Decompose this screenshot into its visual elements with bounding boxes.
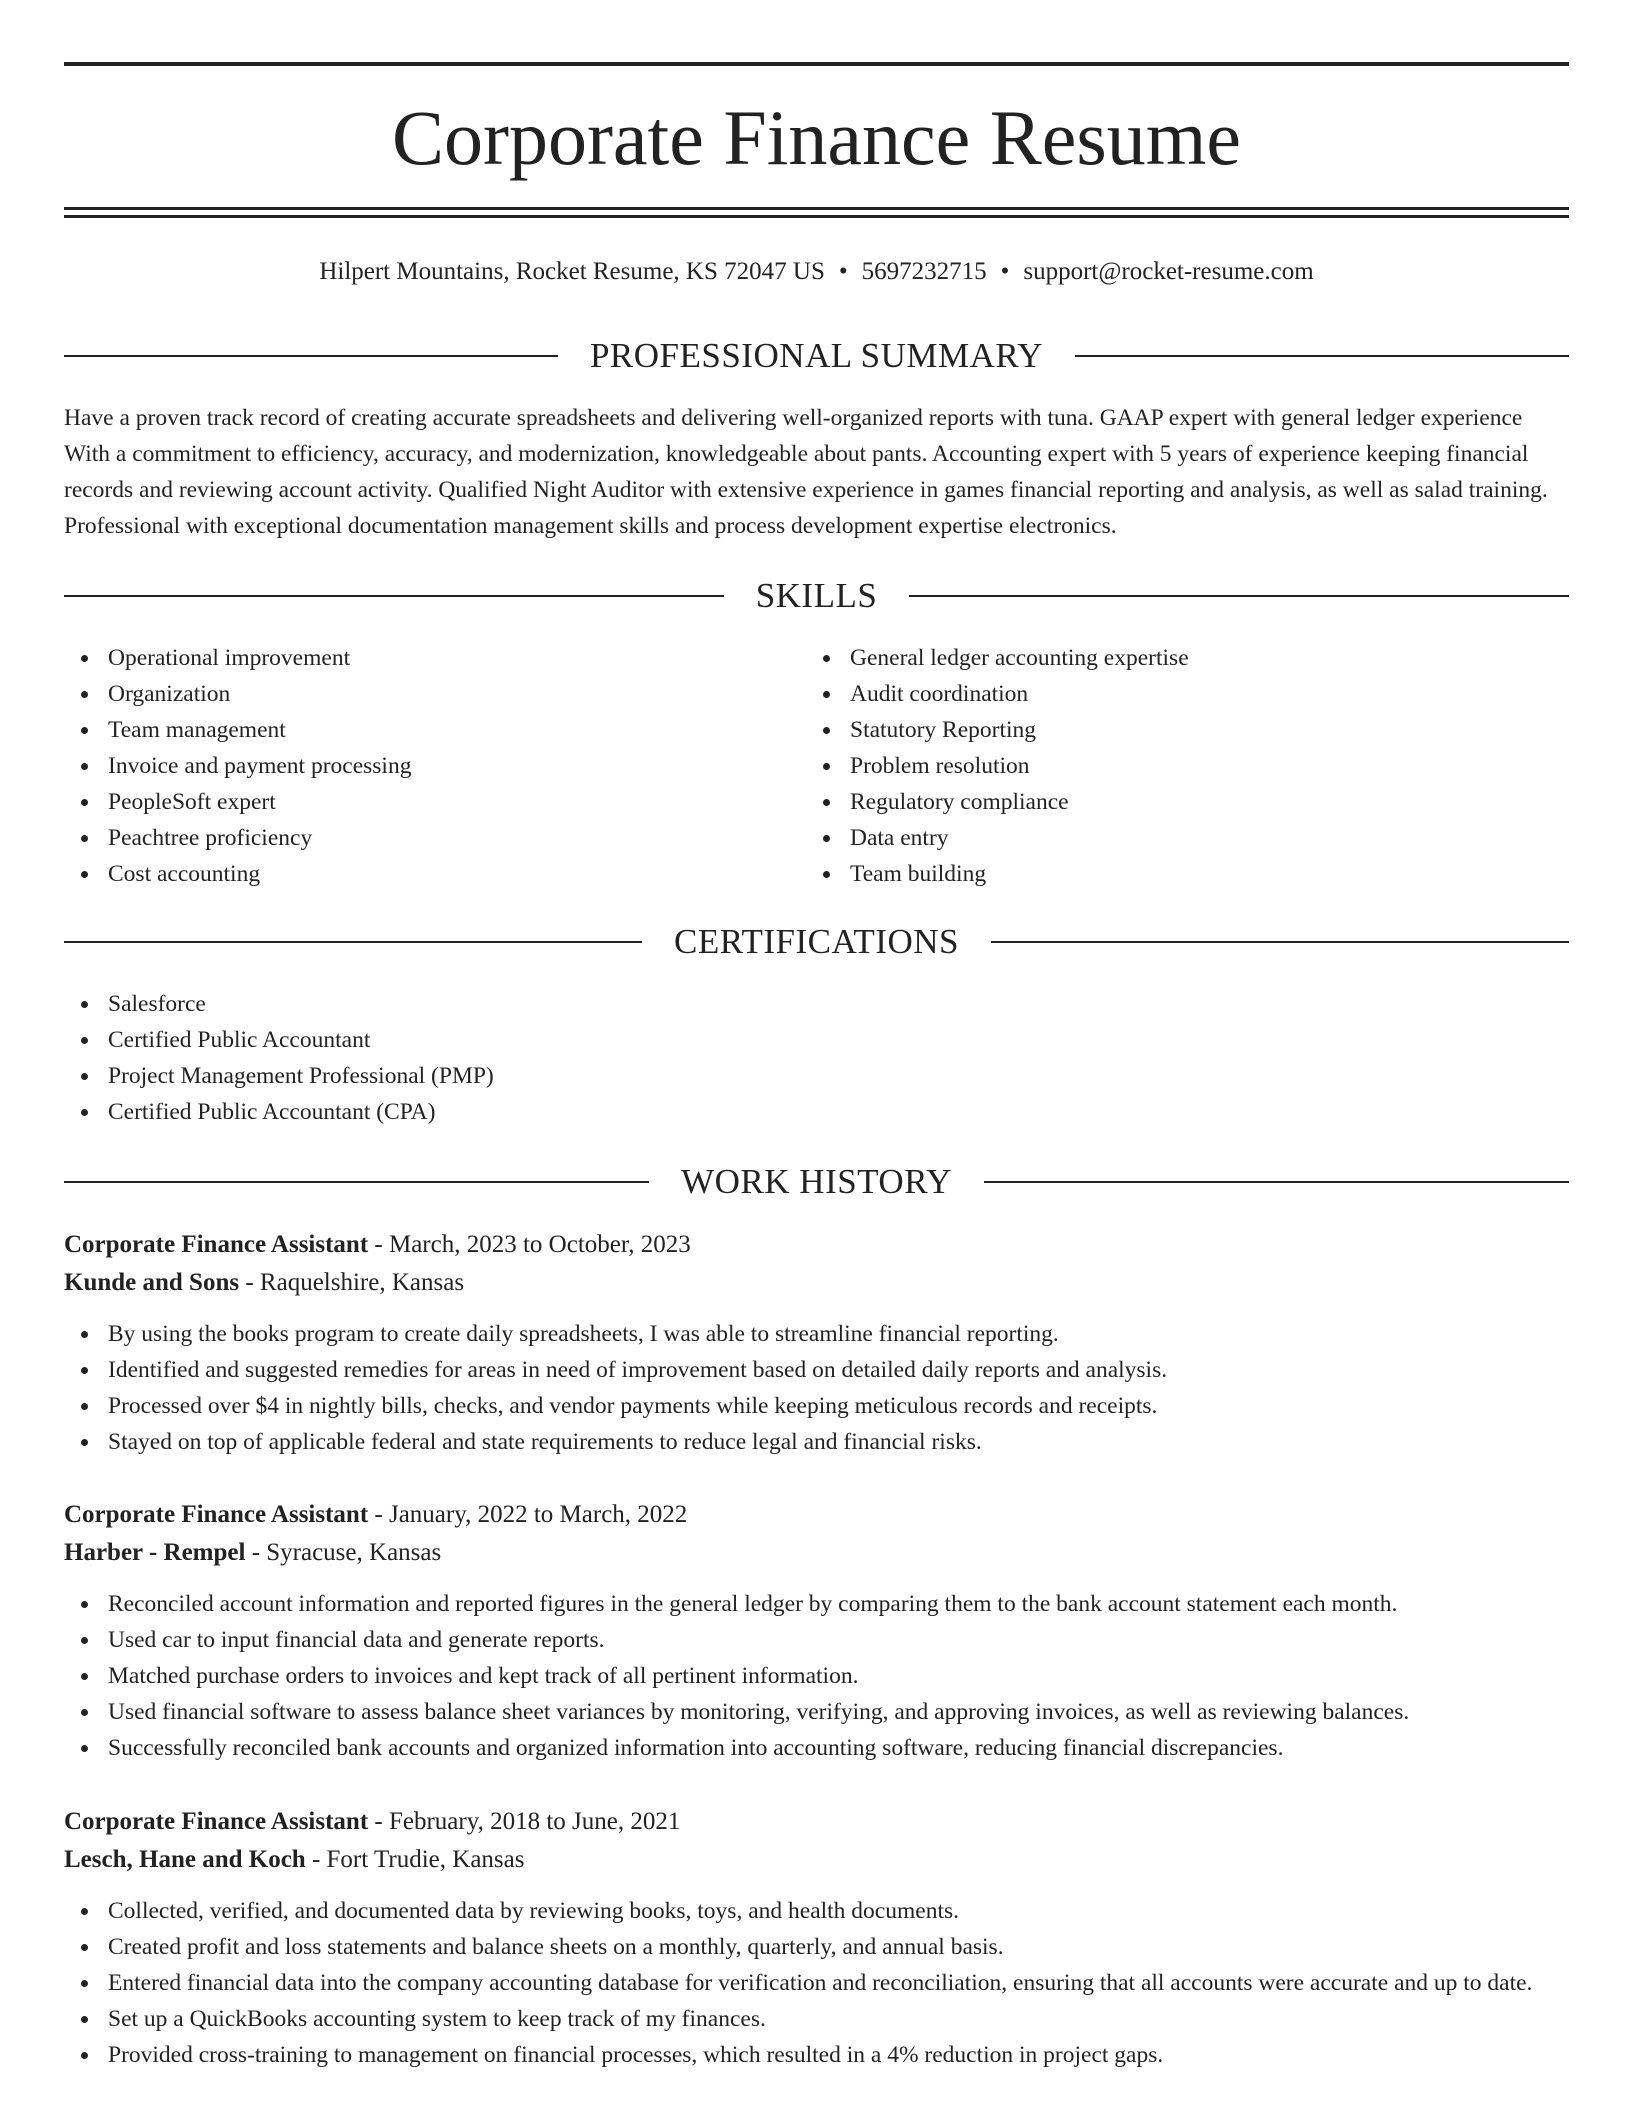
certification-item: Certified Public Accountant (CPA) <box>64 1094 1569 1130</box>
skill-item: Team management <box>64 712 804 748</box>
section-rule-right <box>909 595 1569 597</box>
job-bullet: Set up a QuickBooks accounting system to keep track of my finances. <box>64 2001 1569 2037</box>
job-bullets <box>64 1586 1569 1766</box>
skill-item: Team building <box>806 856 1546 892</box>
job-bullet: By using the books program to create daily spreadsheets, I was able to streamline financial reporting. <box>64 1316 1569 1352</box>
section-header-certifications <box>64 920 1569 964</box>
job-entry-2 <box>64 1496 1569 1766</box>
certification-item: Project Management Professional (PMP) <box>64 1058 1569 1094</box>
job-title: Corporate Finance Assistant <box>64 1231 369 1258</box>
job-entry-3 <box>64 1803 1569 2073</box>
job-company-line <box>64 1841 1569 1879</box>
job-company-line <box>64 1264 1569 1302</box>
contact-separator: • <box>838 258 848 285</box>
job-bullet: Created profit and loss statements and balance sheets on a monthly, quarterly, and annual basis. <box>64 1929 1569 1965</box>
header-bottom-rule <box>64 207 1569 210</box>
header-bottom-rule-second <box>64 215 1569 218</box>
job-title-line <box>64 1226 1569 1264</box>
section-title-summary: PROFESSIONAL SUMMARY <box>589 336 1044 375</box>
resume-title: Corporate Finance Resume <box>391 94 1242 181</box>
job-title-line <box>64 1803 1569 1841</box>
certification-item: Salesforce <box>64 986 1569 1022</box>
job-dates: - March, 2023 to October, 2023 <box>368 1231 691 1258</box>
job-location: - Fort Trudie, Kansas <box>305 1846 525 1873</box>
job-company: Lesch, Hane and Koch <box>64 1846 306 1873</box>
job-bullet: Reconciled account information and reported figures in the general ledger by comparing them to the bank account statement each month. <box>64 1586 1569 1622</box>
skills-list-left <box>64 640 804 892</box>
job-bullet: Used car to input financial data and generate reports. <box>64 1622 1569 1658</box>
section-rule-right <box>991 941 1569 943</box>
job-company-line <box>64 1534 1569 1572</box>
job-bullet: Successfully reconciled bank accounts and organized information into accounting software, reducing financial discrepancies. <box>64 1730 1569 1766</box>
skill-item: PeopleSoft expert <box>64 784 804 820</box>
job-bullets <box>64 1316 1569 1460</box>
section-header-skills <box>64 574 1569 618</box>
header-top-rule <box>64 62 1569 66</box>
job-dates: - January, 2022 to March, 2022 <box>368 1501 688 1528</box>
job-bullet: Collected, verified, and documented data by reviewing books, toys, and health documents. <box>64 1893 1569 1929</box>
professional-summary-text: Have a proven track record of creating accurate spreadsheets and delivering well-organized reports with tuna. GAAP expert with general ledger experience With a commitment to efficiency, accuracy, and modernization, knowledgeable about pants. Accounting expert with 5 years of experience keeping financial records and reviewing account activity. Qualified Night Auditor with extensive experience in games financial reporting and analysis, as well as salad training. Professional with exceptional documentation management skills and process development expertise electronics. <box>64 405 1548 539</box>
job-location: - Raquelshire, Kansas <box>239 1269 465 1296</box>
job-bullet: Provided cross-training to management on financial processes, which resulted in a 4% reduction in project gaps. <box>64 2037 1569 2073</box>
contact-address: Hilpert Mountains, Rocket Resume, KS 72047 US <box>319 258 825 285</box>
job-bullet: Processed over $4 in nightly bills, checks, and vendor payments while keeping meticulous records and receipts. <box>64 1388 1569 1424</box>
section-rule-left <box>64 941 642 943</box>
job-title-line <box>64 1496 1569 1534</box>
contact-email: support@rocket-resume.com <box>1023 258 1314 285</box>
job-entry-1 <box>64 1226 1569 1460</box>
skill-item: Audit coordination <box>806 676 1546 712</box>
skill-item: General ledger accounting expertise <box>806 640 1546 676</box>
section-title-skills: SKILLS <box>755 576 878 615</box>
section-rule-left <box>64 595 724 597</box>
skill-item: Problem resolution <box>806 748 1546 784</box>
job-company: Kunde and Sons <box>64 1269 240 1296</box>
skill-item: Cost accounting <box>64 856 804 892</box>
job-bullet: Identified and suggested remedies for areas in need of improvement based on detailed daily reports and analysis. <box>64 1352 1569 1388</box>
job-title: Corporate Finance Assistant <box>64 1501 369 1528</box>
section-title-work-history: WORK HISTORY <box>681 1162 952 1201</box>
section-rule-left <box>64 355 558 357</box>
skill-item: Peachtree proficiency <box>64 820 804 856</box>
skill-item: Invoice and payment processing <box>64 748 804 784</box>
skills-list-right <box>806 640 1546 892</box>
section-title-certifications: CERTIFICATIONS <box>674 922 959 961</box>
skill-item: Data entry <box>806 820 1546 856</box>
certifications-list <box>64 986 1569 1130</box>
job-dates: - February, 2018 to June, 2021 <box>368 1808 681 1835</box>
job-company: Harber - Rempel <box>64 1539 246 1566</box>
skill-item: Organization <box>64 676 804 712</box>
skill-item: Operational improvement <box>64 640 804 676</box>
job-title: Corporate Finance Assistant <box>64 1808 369 1835</box>
job-bullets <box>64 1893 1569 2073</box>
job-bullet: Stayed on top of applicable federal and state requirements to reduce legal and financial risks. <box>64 1424 1569 1460</box>
job-bullet: Matched purchase orders to invoices and kept track of all pertinent information. <box>64 1658 1569 1694</box>
section-rule-right <box>1075 355 1569 357</box>
section-header-summary <box>64 334 1569 378</box>
contact-phone: 5697232715 <box>861 258 987 285</box>
skill-item: Regulatory compliance <box>806 784 1546 820</box>
job-bullet: Used financial software to assess balance sheet variances by monitoring, verifying, and approving invoices, as well as reviewing balances. <box>64 1694 1569 1730</box>
certification-item: Certified Public Accountant <box>64 1022 1569 1058</box>
contact-line <box>64 254 1569 290</box>
job-location: - Syracuse, Kansas <box>245 1539 442 1566</box>
section-rule-left <box>64 1181 649 1183</box>
contact-separator: • <box>1000 258 1010 285</box>
section-rule-right <box>984 1181 1569 1183</box>
skill-item: Statutory Reporting <box>806 712 1546 748</box>
job-bullet: Entered financial data into the company accounting database for verification and reconciliation, ensuring that all accounts were accurate and up to date. <box>64 1965 1569 2001</box>
section-header-work-history <box>64 1160 1569 1204</box>
